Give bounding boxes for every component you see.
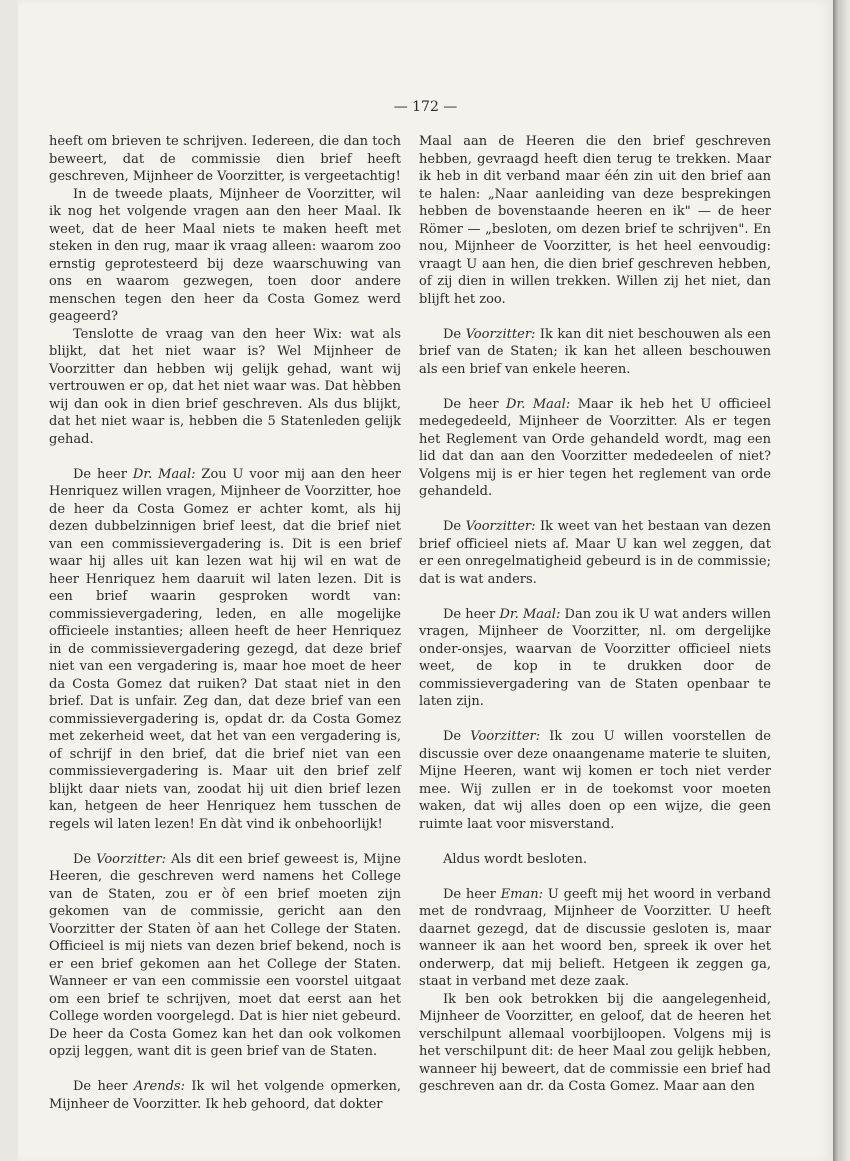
- document-page: [18, 0, 833, 1161]
- speech-text: Ik wil het volgende opmerken, Mijnheer de Voorzitter. Ik heb gehoord, dat dokter: [49, 1079, 401, 1112]
- speech-text: Ik zou U willen voorstellen de discussie over deze onaangename materie te sluiten, Mijne Heeren, want wij komen er toch niet verder mee. Wij zullen er in de toekomst voor moeten waken, dat wij alles doen op een wijze, die geen ruimte laat voor misverstand.: [419, 729, 771, 832]
- speaker-prefix: De: [443, 326, 466, 342]
- speaker-prefix: De: [443, 519, 466, 534]
- speech-text: Ik kan dit niet beschouwen als een brief van de Staten; ik kan het alleen beschouwen als een brief van enkele heeren.: [419, 326, 772, 377]
- speech-paragraph: [49, 1078, 401, 1113]
- speech-text: Ik weet van het bestaan van dezen brief officieel niets af. Maar U kan wel zeggen, dat er een onregelmatigheid gebeurd is in de commissie; dat is wat anders.: [419, 519, 771, 587]
- page-number: — 172 —: [393, 99, 458, 115]
- speaker-name: Dr. Maal:: [499, 606, 561, 622]
- speaker-name: Voorzitter:: [465, 519, 536, 534]
- paragraph: Tenslotte de vraag van den heer Wix: wat als blijkt, dat het niet waar is? Wel Mijnheer de Voorzitter dan hebben wij gelijk gehad, want wij vertrouwen er op, dat het niet waar was. Dat hèbben wij dan ook in dien brief geschreven. Als dus blijkt, dat het niet waar is, hebben die 5 Statenleden gelijk gehad.: [49, 326, 401, 447]
- decision-paragraph: Aldus wordt besloten.: [443, 851, 587, 867]
- speaker-name: Voorzitter:: [465, 326, 536, 342]
- speech-text: U geeft mij het woord in verband met de rondvraag, Mijnheer de Voorzitter. U heeft daarnet gezegd, dat de discussie gesloten is, maar wanneer ik aan het woord ben, spreek ik over het onderwerp, dat mij belieft. Hetgeen ik zeggen ga, staat in verband met deze zaak.: [419, 886, 771, 989]
- speaker-name: Eman:: [500, 886, 544, 902]
- right-column: [419, 133, 771, 1096]
- speaker-prefix: De heer: [73, 1079, 134, 1094]
- speech-paragraph: [419, 606, 771, 711]
- speaker-prefix: De: [443, 729, 471, 744]
- speaker-prefix: De heer: [443, 396, 507, 412]
- speech-text: Als dit een brief geweest is, Mijne Heeren, die geschreven werd namens het College van de Staten, zou er òf een brief moeten zijn gekomen van de commissie, gericht aan den Voorzitter der Staten òf aan het College der Staten. Officieel is mij niets van dezen brief bekend, noch is er een brief gekomen aan het College der Staten. Wanneer er van een commissie een voorstel uitgaat om een brief te schrijven, moet dat eerst aan het College worden voorgelegd. Dat is hier niet gebeurd. De heer da Costa Gomez kan het dan ook volkomen opzij leggen, want dit is geen brief van de Staten.: [49, 851, 402, 1059]
- paragraph: Maal aan de Heeren die den brief geschreven hebben, gevraagd heeft dien terug te trekken. Maar ik heb in dit verband maar één zin uit den brief aan te halen: „Naar aanleiding van deze besprekingen hebben de bovenstaande heeren en ik" — de heer Römer — „besloten, om dezen brief te schrijven". En nou, Mijnheer de Voorzitter, is het heel eenvoudig: vraagt U aan hen, die dien brief geschreven hebben, of zij dien in willen trekken. Willen zij het niet, dan blijft het zoo.: [419, 134, 771, 307]
- speaker-prefix: De heer: [443, 886, 501, 902]
- speaker-name: Dr. Maal:: [506, 396, 571, 412]
- speech-text: Zou U voor mij aan den heer Henriquez willen vragen, Mijnheer de Voorzitter, hoe de heer da Costa Gomez er achter komt, als hij dezen dubbelzinnigen brief leest, dat die brief niet van een commissievergadering is. Dit is een brief waar hij alles uit kan lezen wat hij wil en wat de heer Henriquez hem daaruit wil laten lezen. Dit is een brief waarin gesproken wordt van: commissievergadering, leden, en alle mogelijke officieele instanties; alleen heeft de heer Henriquez in de commissievergadering gezegd, dat deze brief niet van een vergadering is, maar hoe moet de heer da Costa Gomez dat ruiken? Dat staat niet in den brief. Dat is unfair. Zeg dan, dat deze brief van een commissievergadering is, opdat dr. da Costa Gomez met zekerheid weet, dat het van een vergadering is, of schrijf in den brief, dat die brief niet van een commissievergadering is. Maar uit den brief zelf blijkt daar niets van, zoodat hij uit dien brief lezen kan, hetgeen de heer Henriquez hem tusschen de regels wil laten lezen! En dàt vind ik onbehoorlijk!: [49, 466, 402, 832]
- paragraph: In de tweede plaats, Mijnheer de Voorzitter, wil ik nog het volgende vragen aan den heer Maal. Ik weet, dat de heer Maal niets te maken heeft met steken in den rug, maar ik vraag alleen: waarom zoo ernstig geprotesteerd bij deze waarschuwing van ons en waarom gezwegen, toen door andere menschen tegen den heer da Costa Gomez werd geageerd?: [49, 186, 401, 324]
- left-column: [49, 133, 401, 1113]
- speaker-name: Arends:: [133, 1079, 185, 1094]
- speaker-prefix: De: [73, 851, 97, 867]
- speech-paragraph: [419, 396, 771, 501]
- speech-paragraph: [49, 466, 401, 834]
- speech-paragraph: [419, 518, 771, 588]
- speaker-name: Voorzitter:: [470, 729, 541, 744]
- speech-paragraph: [419, 326, 771, 379]
- paragraph: heeft om brieven te schrijven. Iedereen, die dan toch beweert, dat de commissie dien brief heeft geschreven, Mijnheer de Voorzitter, is vergeetachtig!: [49, 134, 401, 184]
- speech-text: Maar ik heb het U officieel medegedeeld, Mijnheer de Voorzitter. Als er tegen het Reglement van Orde gehandeld wordt, mag een lid dat dan aan den Voorzitter mededeelen of niet? Volgens mij is er hier tegen het reglement van orde gehandeld.: [419, 396, 771, 499]
- speech-paragraph: [419, 886, 771, 991]
- speech-text: Dan zou ik U wat anders willen vragen, Mijnheer de Voorzitter, nl. om dergelijke onder-onsjes, waarvan de Voorzitter officieel niets weet, de kop in te drukken door de commissievergadering van de Staten openbaar te laten zijn.: [419, 606, 771, 709]
- speaker-name: Voorzitter:: [96, 851, 166, 867]
- speaker-prefix: De heer: [73, 466, 133, 482]
- paragraph: Ik ben ook betrokken bij die aangelegenheid, Mijnheer de Voorzitter, en geloof, dat de heeren het verschilpunt allemaal voorbijloopen. Volgens mij is het verschilpunt dit: de heer Maal zou gelijk hebben, wanneer hij beweert, dat de commissie een brief had geschreven aan dr. da Costa Gomez. Maar aan den: [419, 991, 771, 1094]
- page-edge-shadow: [833, 0, 850, 1161]
- speaker-name: Dr. Maal:: [132, 466, 196, 482]
- speech-paragraph: [419, 728, 771, 833]
- speaker-prefix: De heer: [443, 606, 500, 622]
- speech-paragraph: [49, 851, 401, 1061]
